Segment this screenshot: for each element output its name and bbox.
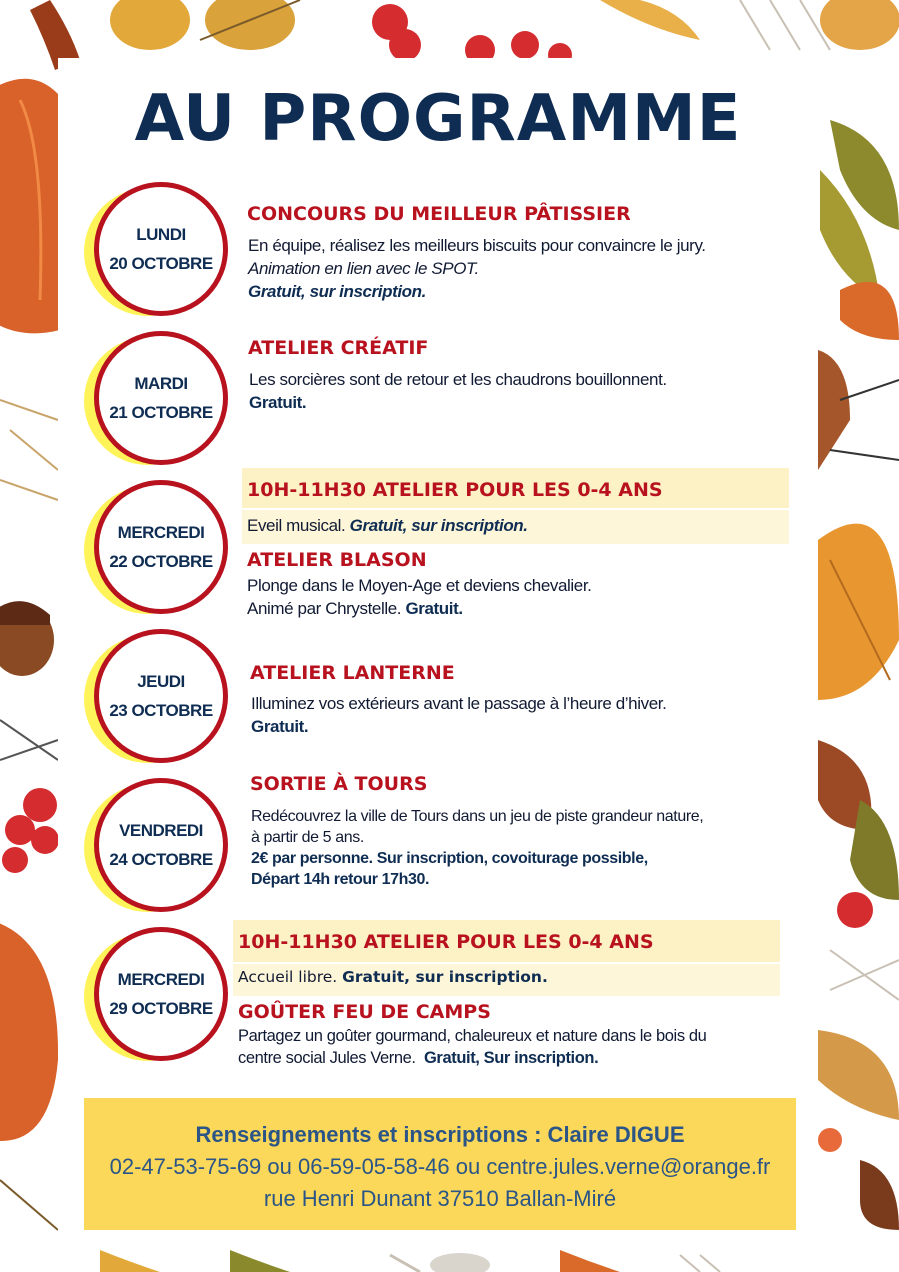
- day-badge-jeudi: [86, 629, 224, 767]
- contact-box: [84, 1098, 796, 1230]
- day-date: 24 OCTOBRE: [109, 850, 213, 869]
- event-price: Gratuit.: [249, 393, 307, 412]
- event-description: [249, 368, 667, 414]
- event-description: [248, 234, 706, 303]
- event-price: 2€ par personne. Sur inscription, covoiturage possible,: [251, 850, 648, 867]
- day-date: 20 OCTOBRE: [109, 254, 213, 273]
- event-title: ATELIER LANTERNE: [250, 662, 455, 684]
- contact-phones-email: 02-47-53-75-69 ou 06-59-05-58-46 ou centre.jules.verne@orange.fr: [109, 1154, 771, 1179]
- day-badge-mercredi-22: [86, 480, 224, 618]
- event-price: Gratuit, sur inscription.: [248, 282, 426, 301]
- event-price: Gratuit.: [251, 717, 309, 736]
- event-time-title: 10H-11H30 ATELIER POUR LES 0-4 ANS: [247, 479, 663, 501]
- event-text-line: Redécouvrez la ville de Tours dans un jeu de piste grandeur nature,: [251, 808, 704, 825]
- event-text-line: Illuminez vos extérieurs avant le passage à l’heure d’hiver.: [251, 694, 667, 713]
- event-text: Accueil libre.: [238, 968, 338, 986]
- event-description: [247, 574, 592, 620]
- contact-heading: Renseignements et inscriptions : Claire DIGUE: [195, 1122, 685, 1147]
- day-name: LUNDI: [136, 225, 186, 244]
- event-schedule: Départ 14h retour 17h30.: [251, 871, 430, 888]
- event-text-line: En équipe, réalisez les meilleurs biscuits pour convaincre le jury.: [248, 236, 706, 255]
- event-text: Eveil musical.: [247, 516, 346, 535]
- day-name: MERCREDI: [117, 523, 205, 542]
- event-time-title: 10H-11H30 ATELIER POUR LES 0-4 ANS: [238, 931, 654, 953]
- event-text-line: à partir de 5 ans.: [251, 829, 364, 846]
- day-badge-lundi: [86, 182, 224, 320]
- event-text-line: Plonge dans le Moyen-Age et deviens chevalier.: [247, 576, 592, 595]
- day-date: 21 OCTOBRE: [109, 403, 213, 422]
- event-text-line: Les sorcières sont de retour et les chaudrons bouillonnent.: [249, 370, 667, 389]
- event-bar-text: [238, 966, 548, 989]
- event-text-line: Animé par Chrystelle.: [247, 599, 402, 618]
- page-title: AU PROGRAMME: [134, 82, 742, 156]
- event-price: Gratuit.: [405, 599, 463, 618]
- day-date: 23 OCTOBRE: [109, 701, 213, 720]
- event-description: [251, 692, 666, 738]
- day-badge-mardi: [86, 331, 224, 469]
- day-name: MERCREDI: [117, 970, 205, 989]
- event-title: ATELIER CRÉATIF: [248, 337, 429, 359]
- event-title: CONCOURS DU MEILLEUR PÂTISSIER: [247, 203, 631, 225]
- day-name: VENDREDI: [119, 821, 203, 840]
- day-date: 22 OCTOBRE: [109, 552, 213, 571]
- day-badge-mercredi-29: [86, 927, 224, 1065]
- day-date: 29 OCTOBRE: [109, 999, 213, 1018]
- contact-address: rue Henri Dunant 37510 Ballan-Miré: [263, 1186, 617, 1211]
- event-text-line: centre social Jules Verne.: [238, 1049, 416, 1067]
- event-note: Animation en lien avec le SPOT.: [248, 259, 479, 278]
- event-bar-text: [247, 514, 528, 537]
- event-title: GOÛTER FEU DE CAMPS: [238, 1001, 491, 1023]
- day-badge-vendredi: [86, 778, 224, 916]
- event-description: [251, 806, 703, 890]
- event-title: SORTIE À TOURS: [250, 773, 428, 795]
- event-text-line: Partagez un goûter gourmand, chaleureux et nature dans le bois du: [238, 1027, 707, 1045]
- day-name: JEUDI: [137, 672, 185, 691]
- event-price: Gratuit, sur inscription.: [342, 968, 548, 986]
- event-price: Gratuit, sur inscription.: [349, 516, 528, 535]
- event-price: Gratuit, Sur inscription.: [424, 1049, 599, 1067]
- event-description: [238, 1025, 786, 1069]
- day-name: MARDI: [134, 374, 188, 393]
- event-title: ATELIER BLASON: [247, 549, 427, 571]
